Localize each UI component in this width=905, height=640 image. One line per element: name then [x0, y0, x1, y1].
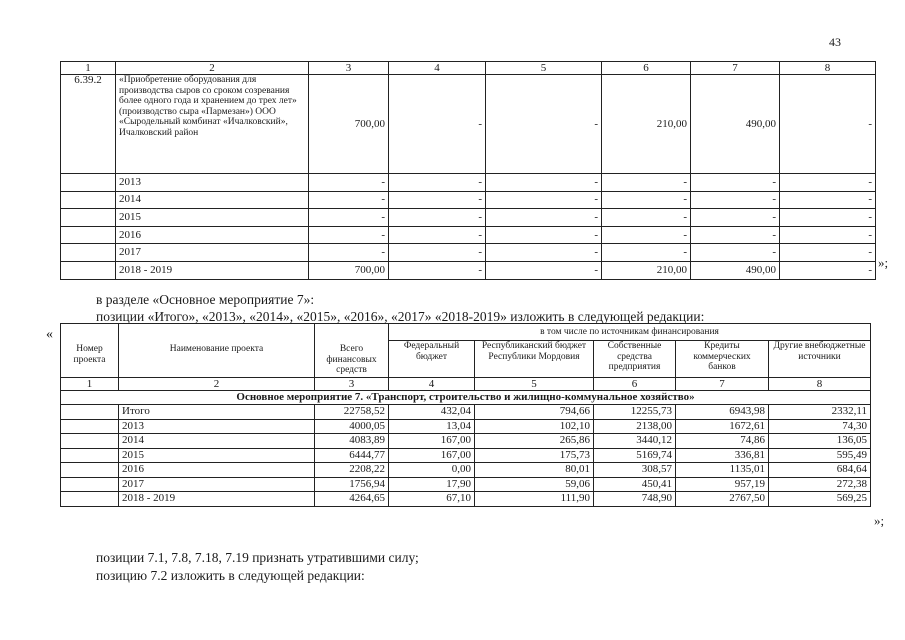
value-cell: 167,00: [389, 448, 475, 463]
opening-quote: «: [46, 327, 53, 342]
value-cell: 1672,61: [676, 419, 769, 434]
value-cell: -: [389, 191, 486, 209]
value-cell: -: [602, 191, 691, 209]
row-name: 2017: [119, 477, 315, 492]
col-number: 7: [676, 378, 769, 391]
value-cell: -: [389, 209, 486, 227]
value-cell: -: [486, 174, 602, 192]
value-cell: 12255,73: [594, 405, 676, 420]
value-cell: -: [602, 244, 691, 262]
value-cell: 210,00: [602, 75, 691, 174]
value-cell: -: [309, 209, 389, 227]
col-number: 8: [780, 62, 876, 75]
value-cell: 957,19: [676, 477, 769, 492]
value-cell: -: [691, 191, 780, 209]
value-cell: -: [389, 75, 486, 174]
value-cell: -: [486, 226, 602, 244]
value-cell: -: [780, 244, 876, 262]
value-cell: 0,00: [389, 463, 475, 478]
col-number: 1: [61, 62, 116, 75]
row-name: 2016: [119, 463, 315, 478]
header-project-name: Наименование проекта: [119, 324, 315, 378]
col-number: 7: [691, 62, 780, 75]
table1-col-numbers: [61, 62, 876, 75]
value-cell: -: [486, 261, 602, 279]
value-cell: -: [691, 244, 780, 262]
table-row: [61, 191, 876, 209]
header-total: Всего финансовых средств: [315, 324, 389, 378]
table-row: [61, 477, 871, 492]
value-cell: -: [389, 226, 486, 244]
value-cell: 136,05: [769, 434, 871, 449]
value-cell: 490,00: [691, 75, 780, 174]
project-number: 6.39.2: [61, 75, 116, 174]
value-cell: 22758,52: [315, 405, 389, 420]
value-cell: 74,86: [676, 434, 769, 449]
table-row: [61, 75, 876, 174]
row-name: 2013: [119, 419, 315, 434]
paragraph-positions-void: позиции 7.1, 7.8, 7.18, 7.19 признать утратившими силу;: [96, 550, 419, 565]
year-cell: 2017: [116, 244, 309, 262]
year-cell: 2018 - 2019: [116, 261, 309, 279]
value-cell: 265,86: [475, 434, 594, 449]
value-cell: -: [691, 226, 780, 244]
row-name: 2015: [119, 448, 315, 463]
value-cell: 167,00: [389, 434, 475, 449]
paragraph-section-intro: в разделе «Основное мероприятие 7»:: [96, 292, 315, 307]
header-republican: Республиканский бюджет Республики Мордовия: [475, 341, 594, 378]
value-cell: -: [691, 209, 780, 227]
value-cell: 2138,00: [594, 419, 676, 434]
table-row: [61, 226, 876, 244]
project-table-6-39-2: [60, 61, 876, 280]
value-cell: 6444,77: [315, 448, 389, 463]
value-cell: -: [486, 191, 602, 209]
value-cell: 272,38: [769, 477, 871, 492]
year-cell: 2015: [116, 209, 309, 227]
value-cell: -: [389, 261, 486, 279]
col-number: 4: [389, 378, 475, 391]
paragraph-positions: позиции «Итого», «2013», «2014», «2015», «2016», «2017» «2018-2019» изложить в следующей редакции:: [96, 309, 705, 324]
value-cell: -: [602, 226, 691, 244]
value-cell: 308,57: [594, 463, 676, 478]
page-number: 43: [829, 35, 841, 49]
header-bank-credits: Кредиты коммерческих банков: [676, 341, 769, 378]
value-cell: -: [389, 244, 486, 262]
value-cell: -: [780, 191, 876, 209]
table-row: [61, 448, 871, 463]
value-cell: -: [780, 75, 876, 174]
col-number: 6: [594, 378, 676, 391]
value-cell: 684,64: [769, 463, 871, 478]
value-cell: 748,90: [594, 492, 676, 507]
closing-quote: »;: [878, 255, 889, 270]
value-cell: 175,73: [475, 448, 594, 463]
year-cell: 2013: [116, 174, 309, 192]
col-number: 5: [475, 378, 594, 391]
row-name: Итого: [119, 405, 315, 420]
header-project-number: Номер проекта: [61, 324, 119, 378]
value-cell: 569,25: [769, 492, 871, 507]
closing-quote: »;: [874, 513, 885, 528]
value-cell: 59,06: [475, 477, 594, 492]
col-number: 2: [116, 62, 309, 75]
table-row: [61, 463, 871, 478]
value-cell: 4264,65: [315, 492, 389, 507]
table2-col-numbers: [61, 378, 871, 391]
year-cell: 2014: [116, 191, 309, 209]
paragraph-position-7-2: позицию 7.2 изложить в следующей редакции:: [96, 568, 365, 583]
col-number: 2: [119, 378, 315, 391]
table-row: [61, 244, 876, 262]
value-cell: 2208,22: [315, 463, 389, 478]
value-cell: 80,01: [475, 463, 594, 478]
row-name: 2018 - 2019: [119, 492, 315, 507]
value-cell: -: [389, 174, 486, 192]
table-row: [61, 492, 871, 507]
value-cell: 210,00: [602, 261, 691, 279]
value-cell: 6943,98: [676, 405, 769, 420]
year-cell: 2016: [116, 226, 309, 244]
col-number: 6: [602, 62, 691, 75]
table-row: [61, 174, 876, 192]
value-cell: 3440,12: [594, 434, 676, 449]
value-cell: 595,49: [769, 448, 871, 463]
col-number: 1: [61, 378, 119, 391]
value-cell: -: [486, 75, 602, 174]
table-row: [61, 261, 876, 279]
value-cell: -: [486, 209, 602, 227]
value-cell: -: [309, 226, 389, 244]
value-cell: 700,00: [309, 75, 389, 174]
table-row: [61, 419, 871, 434]
value-cell: 1135,01: [676, 463, 769, 478]
value-cell: 4000,05: [315, 419, 389, 434]
value-cell: 4083,89: [315, 434, 389, 449]
value-cell: 111,90: [475, 492, 594, 507]
value-cell: 432,04: [389, 405, 475, 420]
value-cell: -: [309, 244, 389, 262]
col-number: 4: [389, 62, 486, 75]
value-cell: -: [309, 174, 389, 192]
project-name: «Приобретение оборудования для производства сыров со сроком созревания более одного года и хранением до трех лет» (производство сыра «Пармезан») ООО «Сыродельный комбинат «Ичалковский», Ичалковский район: [116, 75, 309, 174]
value-cell: 67,10: [389, 492, 475, 507]
value-cell: 17,90: [389, 477, 475, 492]
col-number: 3: [315, 378, 389, 391]
row-name: 2014: [119, 434, 315, 449]
value-cell: -: [780, 261, 876, 279]
value-cell: 450,41: [594, 477, 676, 492]
value-cell: 794,66: [475, 405, 594, 420]
table-row: [61, 405, 871, 420]
value-cell: -: [691, 174, 780, 192]
header-federal: Федеральный бюджет: [389, 341, 475, 378]
value-cell: -: [780, 226, 876, 244]
value-cell: 2767,50: [676, 492, 769, 507]
value-cell: -: [602, 209, 691, 227]
col-number: 3: [309, 62, 389, 75]
value-cell: 1756,94: [315, 477, 389, 492]
section-title: Основное мероприятие 7. «Транспорт, строительство и жилищно-коммунальное хозяйство»: [61, 391, 871, 405]
main-event-7-table: [60, 323, 871, 507]
value-cell: 336,81: [676, 448, 769, 463]
table-row: [61, 209, 876, 227]
col-number: 5: [486, 62, 602, 75]
value-cell: -: [309, 191, 389, 209]
value-cell: -: [602, 174, 691, 192]
value-cell: 2332,11: [769, 405, 871, 420]
value-cell: 490,00: [691, 261, 780, 279]
value-cell: 74,30: [769, 419, 871, 434]
header-funding-sources: в том числе по источникам финансирования: [389, 324, 871, 341]
value-cell: 700,00: [309, 261, 389, 279]
col-number: 8: [769, 378, 871, 391]
value-cell: -: [780, 209, 876, 227]
header-own-funds: Собственные средства предприятия: [594, 341, 676, 378]
value-cell: -: [486, 244, 602, 262]
value-cell: 5169,74: [594, 448, 676, 463]
header-other-sources: Другие внебюджетные источники: [769, 341, 871, 378]
table-row: [61, 434, 871, 449]
value-cell: -: [780, 174, 876, 192]
value-cell: 102,10: [475, 419, 594, 434]
value-cell: 13,04: [389, 419, 475, 434]
